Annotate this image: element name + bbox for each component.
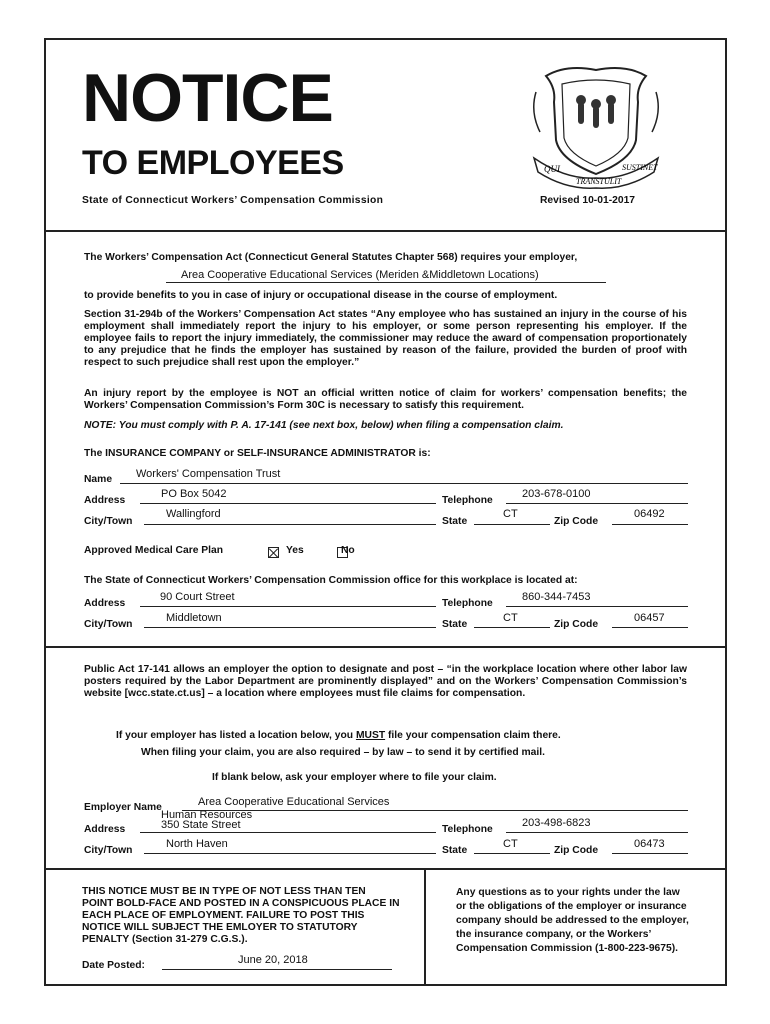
notice-frame (44, 38, 727, 986)
employer-address-label: Address (84, 824, 126, 835)
insurer-city-label: City/Town (84, 516, 133, 527)
state-seal-icon (526, 62, 666, 192)
insurer-telephone: 203-678-0100 (522, 488, 591, 500)
office-city-label: City/Town (84, 619, 133, 630)
date-posted: June 20, 2018 (238, 954, 308, 966)
notice-title: NOTICE (82, 60, 333, 136)
office-telephone-line (506, 606, 688, 607)
medical-yes-checkbox[interactable] (268, 547, 279, 558)
medical-plan-label: Approved Medical Care Plan (84, 545, 224, 556)
employer-zip: 06473 (634, 838, 665, 850)
office-state-label: State (442, 619, 468, 630)
employer-state-label: State (442, 845, 468, 856)
must-file-text (116, 730, 561, 742)
employer-address-line (140, 832, 436, 833)
medical-no-label: No (341, 545, 355, 556)
insurer-zip-line (612, 524, 688, 525)
employer-telephone-label: Telephone (442, 824, 493, 835)
office-telephone-label: Telephone (442, 598, 493, 609)
footer-divider (424, 870, 426, 984)
office-zip-line (612, 627, 688, 628)
office-heading: The State of Connecticut Workers’ Compensation Commission office for this workplace is located at: (84, 575, 578, 586)
employer-city: North Haven (166, 838, 228, 850)
office-state-line (474, 627, 550, 628)
seal-motto-sustinet: SUSTINET (622, 163, 658, 172)
office-address-line (140, 606, 436, 607)
insurer-address-line (140, 503, 436, 504)
office-address: 90 Court Street (160, 591, 235, 603)
insurer-heading: The INSURANCE COMPANY or SELF-INSURANCE ADMINISTRATOR is: (84, 448, 431, 459)
office-city: Middletown (166, 612, 222, 624)
employer-city-label: City/Town (84, 845, 133, 856)
employer-state: CT (503, 838, 518, 850)
insurer-address: PO Box 5042 (161, 488, 227, 500)
employer-name: Area Cooperative Educational Services (198, 796, 390, 808)
section-text: Section 31-294b of the Workers’ Compensation Act states “Any employee who has sustained an injury in the course of his employment shall immediately report the injury to his employer, or some person representing his employer. If the employee fails to report the injury immediately, the commissioner may reduce the award of compensation proportionately to any prejudice that he finds the employer has sustained by reason of the failure, provided the burden of proof with respect to such prejudice shall rest upon the employer.” (84, 309, 687, 368)
insurer-state-label: State (442, 516, 468, 527)
must-pre: If your employer has listed a location below, you (116, 730, 356, 741)
agency-name: State of Connecticut Workers’ Compensation Commission (82, 195, 384, 206)
employer-telephone: 203-498-6823 (522, 817, 591, 829)
seal-motto-transtulit: TRANSTULIT (576, 177, 622, 186)
insurer-address-label: Address (84, 495, 126, 506)
employer-state-line (474, 853, 550, 854)
note-text: NOTE: You must comply with P. A. 17-141 (see next box, below) when filing a compensation claim. (84, 420, 564, 431)
employer-name-line (182, 810, 688, 811)
insurer-city: Wallingford (166, 508, 221, 520)
public-act-text: Public Act 17-141 allows an employer the option to designate and post – “in the workplace location where other labor law posters required by the Labor Department are prominently displayed” and on the Workers’ Compensation Commission’s website [wcc.state.ct.us] – a location where employees must file claims for compensation. (84, 664, 687, 699)
notice-subtitle: TO EMPLOYEES (82, 144, 344, 182)
office-zip-label: Zip Code (554, 619, 599, 630)
employer-telephone-line (506, 832, 688, 833)
office-state: CT (503, 612, 518, 624)
insurer-state-line (474, 524, 550, 525)
header-section (46, 40, 725, 230)
certified-mail-text: When filing your claim, you are also required – by law – to send it by certified mail. (141, 747, 545, 758)
info-section (46, 232, 725, 646)
must-word: MUST (355, 730, 386, 741)
insurer-zip-label: Zip Code (554, 516, 599, 527)
medical-yes-label: Yes (286, 545, 304, 556)
office-zip: 06457 (634, 612, 665, 624)
must-post: file your compensation claim there. (385, 730, 561, 741)
employer-name-label: Employer Name (84, 802, 162, 813)
intro-employer: Area Cooperative Educational Services (Meriden &Middletown Locations) (181, 269, 539, 281)
office-city-line (144, 627, 436, 628)
footer-section (46, 870, 725, 984)
posting-requirement: THIS NOTICE MUST BE IN TYPE OF NOT LESS THAN TEN POINT BOLD-FACE AND POSTED IN A CONSPICUOUS PLACE IN EACH PLACE OF EMPLOYMENT. FAILURE TO POST THIS NOTICE WILL SUBJECT THE EMLOYER TO STATUTORY PENALTY (Section 31-279 C.G.S.). (82, 886, 400, 945)
insurer-name: Workers' Compensation Trust (136, 468, 281, 480)
questions-text: Any questions as to your rights under the law or the obligations of the employer or insurance company should be addressed to the employer, the insurance company, or the Workers’ Compensation Commission (1-800-223-9675). (456, 887, 689, 954)
insurer-name-line (120, 483, 688, 484)
employer-zip-line (612, 853, 688, 854)
intro-line2: to provide benefits to you in case of injury or occupational disease in the course of employment. (84, 290, 558, 301)
insurer-state: CT (503, 508, 518, 520)
injury-report-text: An injury report by the employee is NOT an official written notice of claim for workers’ compensation benefits; the Workers’ Compensation Commission’s Form 30C is necessary to satisfy this requirement. (84, 388, 687, 411)
blank-text: If blank below, ask your employer where to file your claim. (212, 772, 497, 783)
employer-zip-label: Zip Code (554, 845, 599, 856)
date-posted-label: Date Posted: (82, 960, 145, 971)
employer-city-line (144, 853, 436, 854)
insurer-telephone-line (506, 503, 688, 504)
office-telephone: 860-344-7453 (522, 591, 591, 603)
insurer-city-line (144, 524, 436, 525)
insurer-telephone-label: Telephone (442, 495, 493, 506)
intro-line1: The Workers’ Compensation Act (Connecticut General Statutes Chapter 568) requires your employer, (84, 252, 578, 263)
seal-motto-qui: QUI (544, 164, 560, 174)
revised-date: Revised 10-01-2017 (540, 195, 636, 206)
insurer-zip: 06492 (634, 508, 665, 520)
insurer-name-label: Name (84, 474, 113, 485)
date-posted-line (162, 969, 392, 970)
employer-address-2: 350 State Street (161, 819, 241, 831)
office-address-label: Address (84, 598, 126, 609)
employer-underline (166, 282, 606, 283)
employer-address-1: Human Resources (161, 809, 253, 821)
public-act-section (46, 648, 725, 868)
